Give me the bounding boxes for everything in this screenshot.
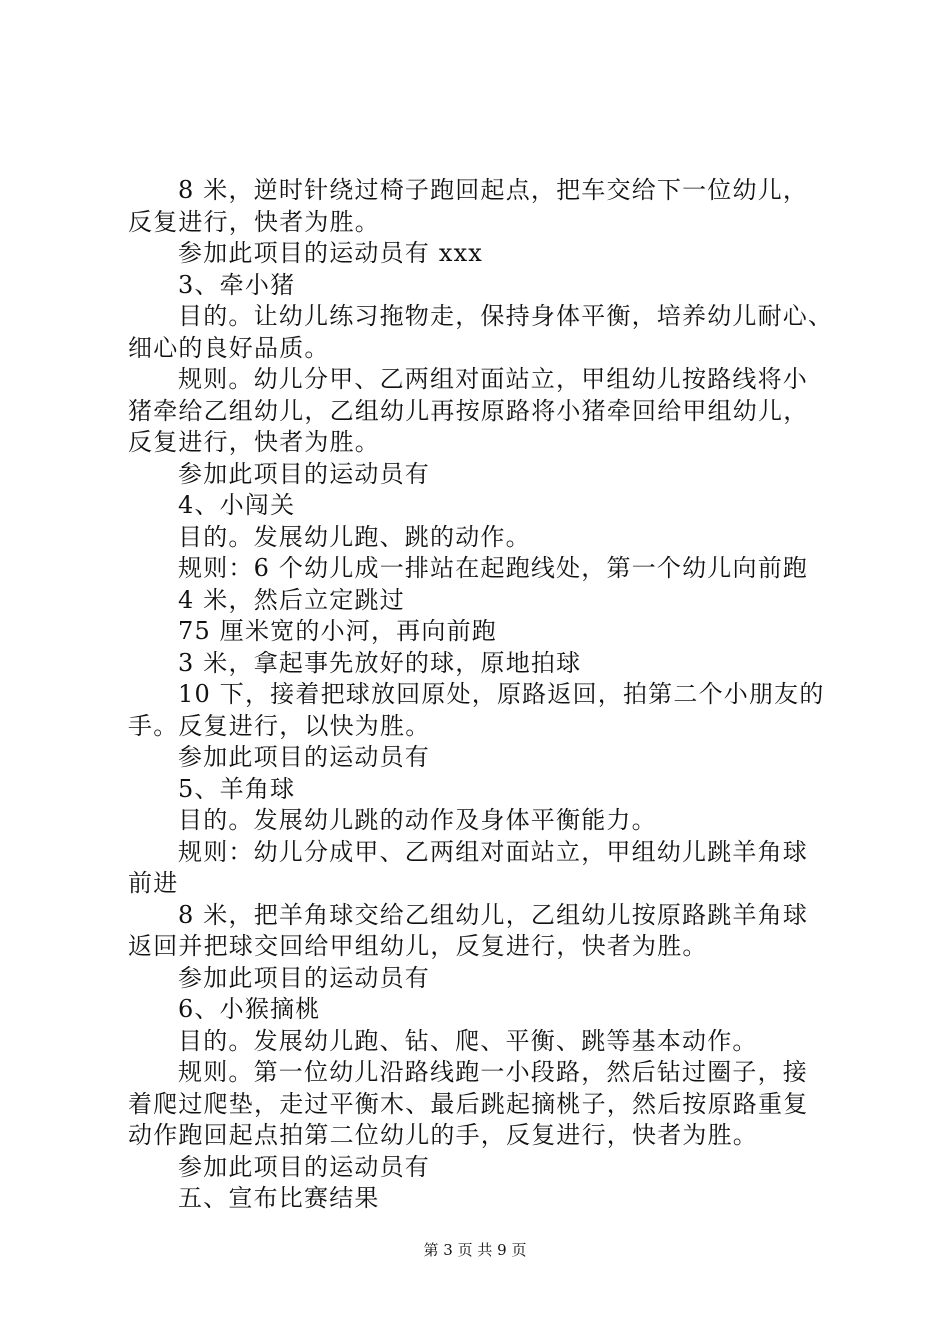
text-line: 8 米，逆时针绕过椅子跑回起点，把车交给下一位幼儿， <box>178 176 809 204</box>
text-line: 着爬过爬垫，走过平衡木、最后跳起摘桃子，然后按原路重复 <box>128 1089 809 1118</box>
text-line: 反复进行，快者为胜。 <box>128 428 380 456</box>
text-line: 目的。发展幼儿跑、跳的动作。 <box>178 522 531 551</box>
text-line: 参加此项目的运动员有 xxx <box>178 239 484 267</box>
text-line: 6、小猴摘桃 <box>178 995 321 1023</box>
text-line: 前进 <box>128 869 179 897</box>
text-line: 五、宣布比赛结果 <box>178 1184 380 1212</box>
text-line: 规则。第一位幼儿沿路线跑一小段路，然后钻过圈子，接 <box>178 1058 808 1086</box>
document-body <box>128 175 838 1215</box>
text-line: 手。反复进行，以快为胜。 <box>128 711 431 740</box>
text-line: 8 米，把羊角球交给乙组幼儿，乙组幼儿按原路跳羊角球 <box>178 900 809 929</box>
text-line: 目的。让幼儿练习拖物走，保持身体平衡，培养幼儿耐心、 <box>178 302 834 330</box>
text-line: 3 米，拿起事先放好的球，原地拍球 <box>178 648 582 677</box>
text-line: 75 厘米宽的小河，再向前跑 <box>178 617 497 645</box>
text-line: 猪牵给乙组幼儿，乙组幼儿再按原路将小猪牵回给甲组幼儿， <box>128 396 809 425</box>
text-line: 参加此项目的运动员有 <box>178 743 430 771</box>
text-line: 规则：幼儿分成甲、乙两组对面站立，甲组幼儿跳羊角球 <box>178 837 808 866</box>
text-line: 5、羊角球 <box>178 774 296 803</box>
text-line: 规则。幼儿分甲、乙两组对面站立，甲组幼儿按路线将小 <box>178 365 808 393</box>
text-line: 10 下，接着把球放回原处，原路返回，拍第二个小朋友的 <box>178 680 825 708</box>
text-line: 目的。发展幼儿跳的动作及身体平衡能力。 <box>178 806 657 834</box>
page-footer: 第 3 页 共 9 页 <box>423 1241 527 1259</box>
text-line: 3、牵小猪 <box>178 270 296 299</box>
text-line: 参加此项目的运动员有 <box>178 1152 430 1181</box>
text-line: 4 米，然后立定跳过 <box>178 585 405 614</box>
text-line: 返回并把球交回给甲组幼儿，反复进行，快者为胜。 <box>128 932 708 960</box>
text-line: 规则：6 个幼儿成一排站在起跑线处，第一个幼儿向前跑 <box>178 554 809 582</box>
text-line: 目的。发展幼儿跑、钻、爬、平衡、跳等基本动作。 <box>178 1026 758 1055</box>
text-line: 反复进行，快者为胜。 <box>128 207 380 236</box>
text-line: 参加此项目的运动员有 <box>178 459 430 488</box>
text-line: 动作跑回起点拍第二位幼儿的手，反复进行，快者为胜。 <box>128 1121 758 1149</box>
text-line: 细心的良好品质。 <box>128 333 330 362</box>
text-line: 4、小闯关 <box>178 491 296 519</box>
text-line: 参加此项目的运动员有 <box>178 963 430 992</box>
